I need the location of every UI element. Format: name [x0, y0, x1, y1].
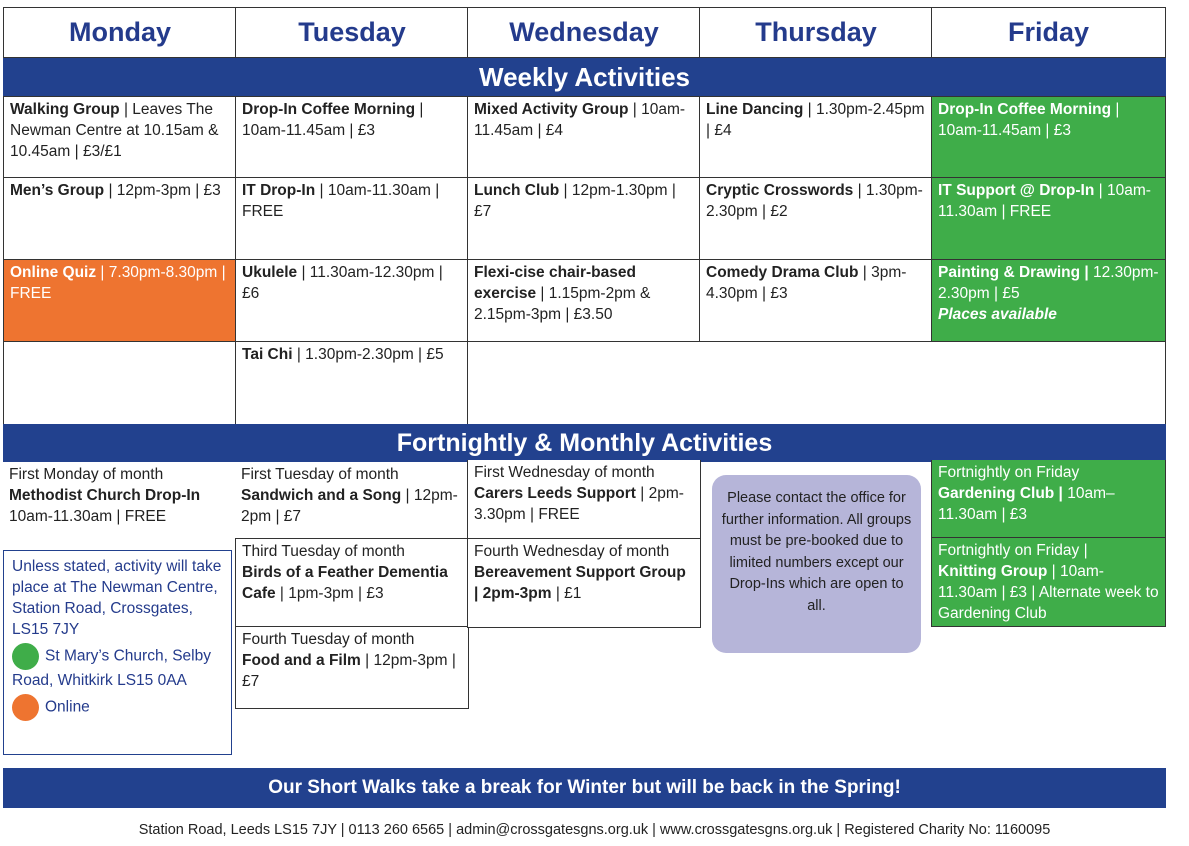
legend-default-location: Unless stated, activity will take place at The Newman Centre, Station Road, Crossgates, LS15 7JY	[12, 558, 222, 638]
legend-green-row	[12, 643, 223, 691]
activity-detail: | 11.30am-12.30pm | £6	[242, 264, 443, 302]
schedule-when: Fourth Wednesday of month	[474, 543, 670, 560]
activity-name: Online Quiz	[10, 264, 97, 281]
weekly-cell-tuesday-4	[235, 341, 469, 425]
activity-detail: | 12pm-3pm | £7	[242, 652, 456, 690]
weekly-cell-monday-4	[3, 341, 237, 425]
contact-footer: Station Road, Leeds LS15 7JY | 0113 260 6565 | admin@crossgatesgns.org.uk | www.crossgatesgns.org.uk | Registered Charity No: 1160095	[138, 822, 1051, 838]
fortnightly-tuesday-3	[235, 626, 469, 709]
activity-detail: | 10am-11.45am | £4	[474, 101, 686, 139]
fortnightly-friday-1	[931, 460, 1166, 539]
weekly-cell-wednesday-1	[467, 96, 701, 179]
day-header-wednesday: Wednesday	[467, 7, 701, 58]
fortnightly-wednesday-2	[467, 538, 701, 628]
activity-detail: | 10am-11.45am | £3	[242, 101, 424, 139]
activity-name: Food and a Film	[242, 652, 361, 669]
activity-name: IT Drop-In	[242, 182, 316, 199]
activity-detail: | 2pm-3.30pm | FREE	[474, 485, 684, 523]
activity-name: Men’s Group	[10, 182, 105, 199]
activity-name: Drop-In Coffee Morning	[242, 101, 416, 118]
places-available-note: Places available	[938, 306, 1057, 323]
activity-detail: 10am–11.30am | £3	[938, 485, 1115, 523]
activity-name: Painting & Drawing |	[938, 264, 1089, 281]
weekly-cell-monday-1	[3, 96, 237, 179]
activity-name: Cryptic Crosswords	[706, 182, 854, 199]
activity-detail: 12.30pm-2.30pm | £5	[938, 264, 1159, 302]
fortnightly-tuesday-2	[235, 538, 469, 628]
activity-detail: | 12pm-2pm | £7	[241, 487, 458, 525]
activity-name: Lunch Club	[474, 182, 560, 199]
weekly-cell-tuesday-2	[235, 177, 469, 261]
activity-detail: | 10am-11.30am | FREE	[242, 182, 440, 220]
activity-name: Flexi-cise chair-based exercise	[474, 264, 636, 302]
activity-detail: 10am-11.30am | FREE	[9, 508, 167, 525]
weekly-cell-thursday-3	[699, 259, 933, 343]
weekly-cell-friday-3	[931, 259, 1166, 343]
activity-detail: | 10am-11.45am | £3	[938, 101, 1120, 139]
activity-name: Line Dancing	[706, 101, 804, 118]
activity-name: Walking Group	[10, 101, 120, 118]
day-header-tuesday: Tuesday	[235, 7, 469, 58]
weekly-activities-title: Weekly Activities	[3, 58, 1166, 96]
weekly-cell-thursday-2	[699, 177, 933, 261]
fortnightly-tuesday-1	[235, 462, 469, 529]
fortnightly-friday-2	[931, 537, 1166, 627]
fortnightly-wednesday-1	[467, 460, 701, 540]
schedule-when: Fourth Tuesday of month	[242, 631, 415, 648]
activity-detail: | £1	[551, 585, 582, 602]
activity-detail: | 1.30pm-2.30pm | £2	[706, 182, 923, 220]
activity-detail: | 1.30pm-2.45pm | £4	[706, 101, 925, 139]
weekly-cell-monday-3	[3, 259, 237, 343]
fortnightly-monday	[3, 462, 237, 529]
activity-detail: | 7.30pm-8.30pm | FREE	[10, 264, 226, 302]
weekly-cell-monday-2	[3, 177, 237, 261]
activity-name: Sandwich and a Song	[241, 487, 402, 504]
location-legend	[3, 550, 232, 755]
weekly-cell-friday-2	[931, 177, 1166, 261]
day-header-friday: Friday	[931, 7, 1166, 58]
activity-detail: | 1pm-3pm | £3	[275, 585, 384, 602]
fortnightly-activities-title: Fortnightly & Monthly Activities	[3, 424, 1166, 462]
weekly-cell-wednesday-3	[467, 259, 701, 343]
activity-name: Bereavement Support Group | 2pm-3pm	[474, 564, 686, 602]
green-dot-icon	[12, 643, 39, 670]
weekly-cell-thursday-1	[699, 96, 933, 179]
weekly-cell-tuesday-3	[235, 259, 469, 343]
activity-detail: | 12pm-1.30pm | £7	[474, 182, 676, 220]
activity-name: Methodist Church Drop-In	[9, 487, 201, 504]
activity-detail: | Leaves The Newman Centre at 10.15am & 10.45am | £3/£1	[10, 101, 219, 160]
activity-name: Carers Leeds Support	[474, 485, 636, 502]
activity-detail: | 10am-11.30am | FREE	[938, 182, 1151, 220]
activity-name: Drop-In Coffee Morning	[938, 101, 1112, 118]
activity-name: Comedy Drama Club	[706, 264, 859, 281]
activity-name: Birds of a Feather Dementia Cafe	[242, 564, 448, 602]
activity-name: Ukulele	[242, 264, 298, 281]
day-header-monday: Monday	[3, 7, 237, 58]
activity-name: Knitting Group	[938, 563, 1048, 580]
schedule-when: Fortnightly on Friday	[938, 464, 1080, 481]
legend-green-location: St Mary’s Church, Selby Road, Whitkirk LS15 0AA	[12, 647, 211, 689]
schedule-when: First Monday of month	[9, 466, 164, 483]
winter-walks-banner: Our Short Walks take a break for Winter but will be back in the Spring!	[3, 768, 1166, 808]
weekly-cell-tuesday-1	[235, 96, 469, 179]
activity-detail: | 12pm-3pm | £3	[104, 182, 221, 199]
schedule-when: First Tuesday of month	[241, 466, 399, 483]
activity-name: Tai Chi	[242, 346, 293, 363]
activity-name: Gardening Club |	[938, 485, 1063, 502]
schedule-when: First Wednesday of month	[474, 464, 655, 481]
orange-dot-icon	[12, 694, 39, 721]
legend-orange-row	[12, 694, 223, 721]
weekly-cell-empty-span	[467, 341, 1166, 425]
day-header-thursday: Thursday	[699, 7, 933, 58]
weekly-cell-wednesday-2	[467, 177, 701, 261]
activity-detail: | 1.15pm-2pm & 2.15pm-3pm | £3.50	[474, 285, 651, 323]
activity-name: Mixed Activity Group	[474, 101, 629, 118]
activity-detail: | 3pm-4.30pm | £3	[706, 264, 907, 302]
schedule-when: Third Tuesday of month	[242, 543, 405, 560]
activity-detail: | 10am-11.30am | £3 | Alternate week to Gardening Club	[938, 563, 1159, 622]
weekly-cell-friday-1	[931, 96, 1166, 179]
legend-orange-location: Online	[45, 698, 90, 716]
activity-name: IT Support @ Drop-In	[938, 182, 1095, 199]
activity-detail: | 1.30pm-2.30pm | £5	[292, 346, 444, 363]
booking-info-note: Please contact the office for further information. All groups must be pre-booked due to limited numbers except our Drop-Ins which are open to all.	[712, 475, 921, 653]
schedule-when: Fortnightly on Friday |	[938, 542, 1088, 559]
